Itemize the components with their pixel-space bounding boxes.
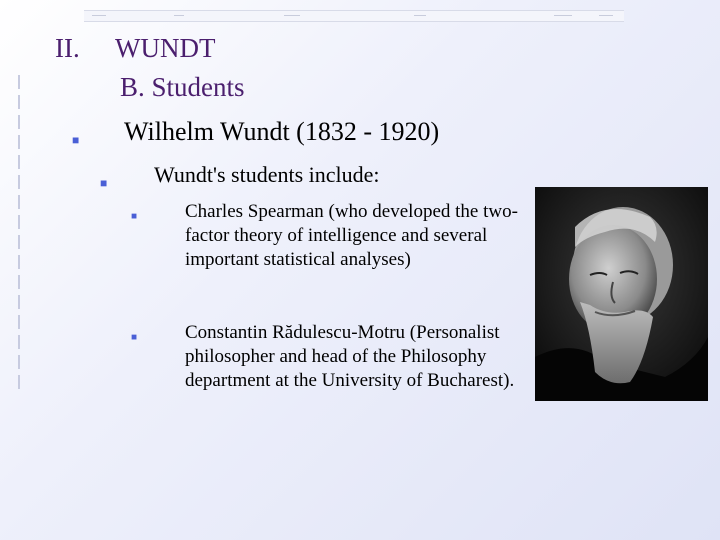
bullet-level1-text: Wilhelm Wundt (1832 - 1920)	[124, 117, 440, 146]
strip-tick	[92, 15, 106, 16]
square-bullet-icon: ■	[131, 211, 138, 222]
slide-subtitle: B. Students	[120, 72, 245, 102]
bullet-level3-text: Constantin Rădulescu-Motru (Personalist philosopher and head of the Philosophy department at the University of Bucharest).	[185, 322, 515, 391]
strip-tick	[174, 15, 184, 16]
title-number: II.	[55, 33, 80, 63]
title-text: WUNDT	[115, 33, 216, 63]
slide-title	[55, 32, 215, 64]
square-bullet-icon: ■	[100, 176, 108, 190]
strip-tick	[554, 15, 572, 16]
strip-tick	[599, 15, 613, 16]
decorative-left-rule	[18, 75, 20, 395]
portrait-photo	[535, 187, 708, 401]
strip-tick	[284, 15, 300, 16]
bullet-level2-text: Wundt's students include:	[154, 162, 380, 187]
square-bullet-icon: ■	[72, 133, 80, 147]
square-bullet-icon: ■	[131, 332, 138, 343]
portrait-illustration	[535, 187, 708, 401]
bullet-level3-text: Charles Spearman (who developed the two-factor theory of intelligence and several important statistical analyses)	[185, 201, 518, 270]
decorative-top-strip	[84, 10, 624, 22]
strip-tick	[414, 15, 426, 16]
